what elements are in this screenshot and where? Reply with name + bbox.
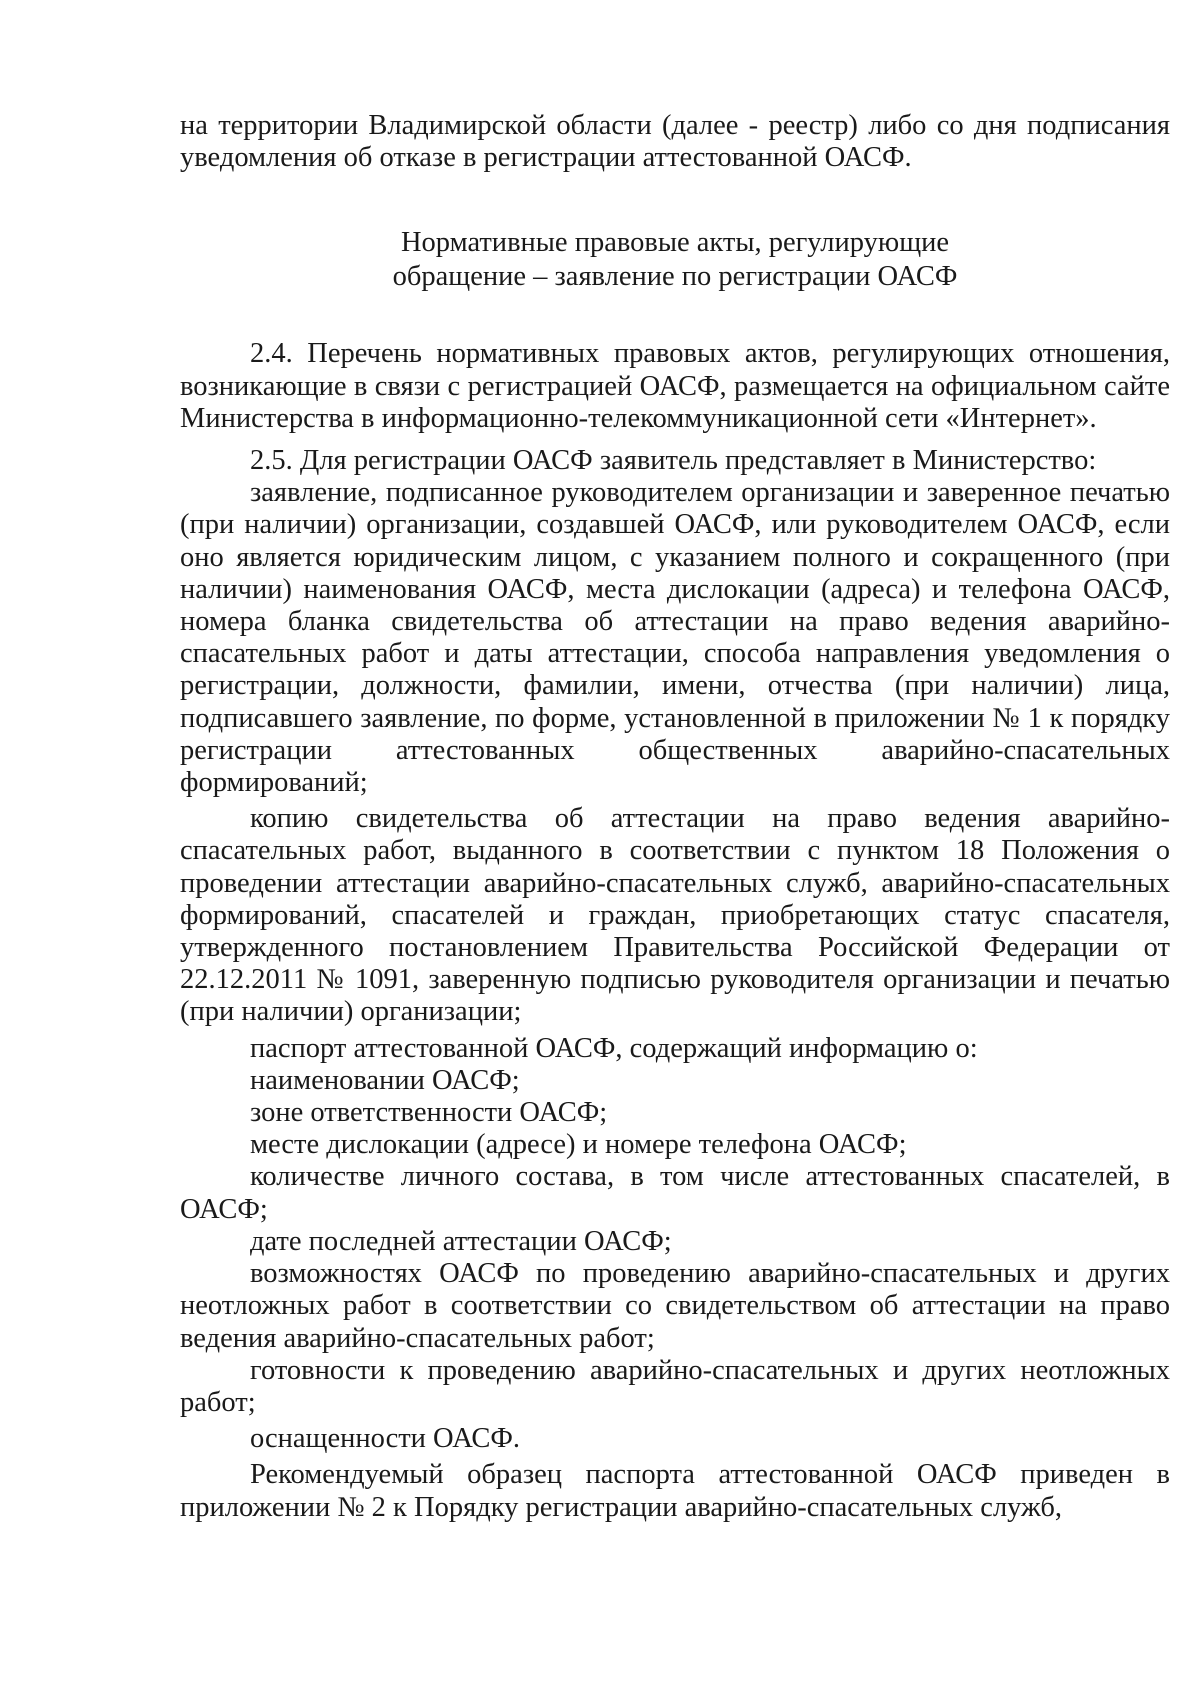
section-heading-line-2: обращение – заявление по регистрации ОАСФ: [392, 261, 958, 293]
document-body: [180, 110, 1170, 1524]
list-item-certificate-copy: копию свидетельства об аттестации на право ведения аварийно-спасательных работ, выданного в соответствии с пунктом 18 Положения о проведении аттестации аварийно-спасательных служб, аварийно-спасательных формирований, спасателей и граждан, приобретающих статус спасателя, утвержденного постановлением Правительства Российской Федерации от 22.12.2011 № 1091, заверенную подписью руководителя организации и печатью (при наличии) организации;: [180, 803, 1170, 1028]
passport-item-equipment: оснащенности ОАСФ.: [250, 1423, 521, 1455]
passport-item-capabilities: возможностях ОАСФ по проведению аварийно-спасательных и других неотложных работ в соответствии со свидетельством об аттестации на право ведения аварийно-спасательных работ;: [180, 1258, 1170, 1354]
section-heading: [180, 226, 1170, 294]
paragraph-2-4: 2.4. Перечень нормативных правовых актов, регулирующих отношения, возникающие в связи с регистрацией ОАСФ, размещается на официальном сайте Министерства в информационно-телекоммуникационной сети «Интернет».: [180, 338, 1170, 434]
passport-item-last-attestation: дате последней аттестации ОАСФ;: [250, 1225, 672, 1257]
passport-item-name: наименовании ОАСФ;: [250, 1064, 520, 1096]
section-heading-line-1: Нормативные правовые акты, регулирующие: [400, 227, 950, 259]
list-item-passport: паспорт аттестованной ОАСФ, содержащий информацию о:: [250, 1032, 978, 1064]
passport-item-location: месте дислокации (адресе) и номере телефона ОАСФ;: [250, 1129, 907, 1161]
passport-item-personnel: количестве личного состава, в том числе аттестованных спасателей, в ОАСФ;: [180, 1161, 1170, 1225]
passport-item-zone: зоне ответственности ОАСФ;: [250, 1097, 608, 1129]
paragraph-recommended-sample: Рекомендуемый образец паспорта аттестованной ОАСФ приведен в приложении № 2 к Порядку регистрации аварийно-спасательных служб,: [180, 1459, 1170, 1523]
opening-paragraph: на территории Владимирской области (далее - реестр) либо со дня подписания уведомления об отказе в регистрации аттестованной ОАСФ.: [180, 110, 1170, 174]
paragraph-2-5: 2.5. Для регистрации ОАСФ заявитель представляет в Министерство:: [250, 445, 1097, 477]
passport-item-readiness: готовности к проведению аварийно-спасательных и других неотложных работ;: [180, 1354, 1170, 1418]
list-item-application: заявление, подписанное руководителем организации и заверенное печатью (при наличии) организации, создавшей ОАСФ, или руководителем ОАСФ, если оно является юридическим лицом, с указанием полного и сокращенного (при наличии) наименования ОАСФ, места дислокации (адреса) и телефона ОАСФ, номера бланка свидетельства об аттестации на право ведения аварийно-спасательных работ и даты аттестации, способа направления уведомления о регистрации, должности, фамилии, имени, отчества (при наличии) лица, подписавшего заявление, по форме, установленной в приложении № 1 к порядку регистрации аттестованных общественных аварийно-спасательных формирований;: [180, 477, 1170, 799]
